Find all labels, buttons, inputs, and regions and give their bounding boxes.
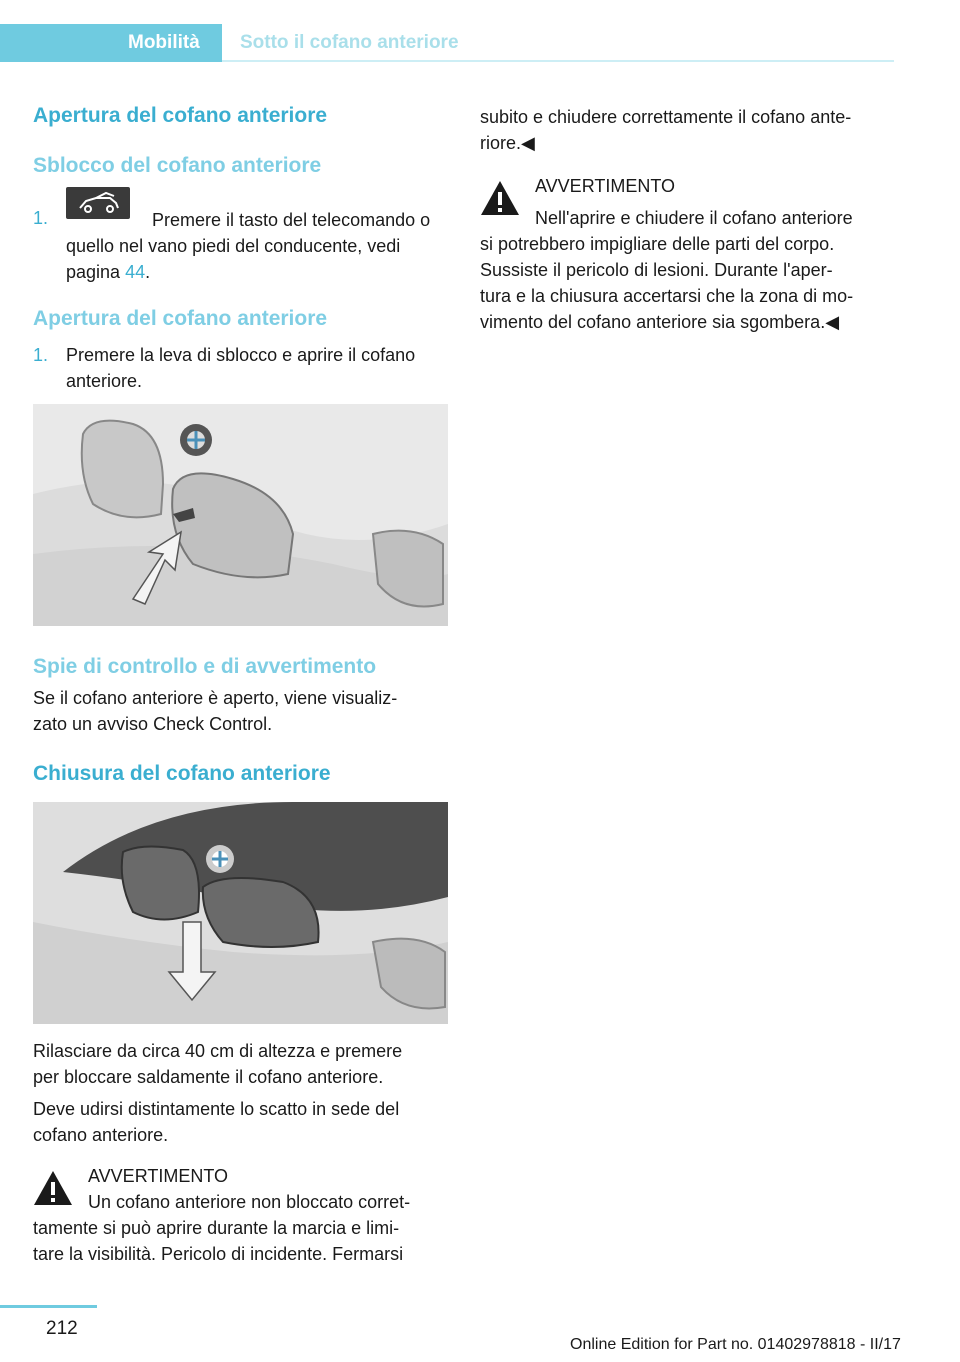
lights-text-line2: zato un avviso Check Control. xyxy=(33,714,273,734)
warning1-line1: Un cofano anteriore non bloccato corret‐ xyxy=(88,1192,411,1212)
car-hood-open-icon xyxy=(66,187,130,219)
lights-text-line1: Se il cofano anteriore è aperto, viene visualiz‐ xyxy=(33,688,398,708)
warning2-line3: Sussiste il pericolo di lesioni. Durante l'aper‐ xyxy=(480,260,833,280)
warning2-line1: Nell'aprire e chiudere il cofano anteriore xyxy=(535,208,853,228)
step2-text-line1: Premere la leva di sblocco e aprire il cofano xyxy=(66,345,416,365)
warning2-line4: tura e la chiusura accertarsi che la zona di mo‐ xyxy=(480,286,854,306)
footer-divider xyxy=(0,1305,97,1308)
page-number: 212 xyxy=(46,1318,78,1339)
warning2-line5: vimento del cofano anteriore sia sgombera.◀ xyxy=(480,312,840,332)
header-divider xyxy=(222,60,894,62)
edition-note: Online Edition for Part no. 01402978818 - II/17 xyxy=(570,1336,901,1353)
step2-text-line2: anteriore. xyxy=(66,371,143,391)
header-subsection-tab: Sotto il cofano anteriore xyxy=(240,32,459,53)
heading-warning-lights: Spie di controllo e di avvertimento xyxy=(33,655,377,678)
heading-open-hood: Apertura del cofano anteriore xyxy=(33,104,328,127)
header-section-tab: Mobilità xyxy=(0,24,222,62)
hood-closing-image xyxy=(33,802,448,1024)
close-text-line4: cofano anteriore. xyxy=(33,1125,169,1145)
hood-release-lever-image xyxy=(33,404,448,626)
warning2-title: AVVERTIMENTO xyxy=(535,176,676,196)
warning-triangle-icon xyxy=(480,180,520,216)
step1-text-line1: Premere il tasto del telecomando o xyxy=(152,210,431,230)
warning1-line3: tare la visibilità. Pericolo di incidente. Fermarsi xyxy=(33,1244,404,1264)
warning-triangle-icon xyxy=(33,1170,73,1206)
right-cont-line2: riore.◀ xyxy=(480,133,535,153)
step-number: 1. xyxy=(33,345,49,365)
warning2-line2: si potrebbero impigliare delle parti del corpo. xyxy=(480,234,835,254)
close-text-line1: Rilasciare da circa 40 cm di altezza e premere xyxy=(33,1041,403,1061)
heading-unlock-hood: Sblocco del cofano anteriore xyxy=(33,154,322,177)
close-text-line2: per bloccare saldamente il cofano anteriore. xyxy=(33,1067,384,1087)
step-number: 1. xyxy=(33,208,49,228)
heading-close-hood: Chiusura del cofano anteriore xyxy=(33,762,331,785)
right-cont-line1: subito e chiudere correttamente il cofano ante‐ xyxy=(480,107,852,127)
warning1-title: AVVERTIMENTO xyxy=(88,1166,229,1186)
step1-text-line2: quello nel vano piedi del conducente, vedi xyxy=(66,236,401,256)
page-link[interactable]: 44 xyxy=(125,262,146,282)
close-text-line3: Deve udirsi distintamente lo scatto in sede del xyxy=(33,1099,400,1119)
step1-text-line3: pagina 44. xyxy=(66,262,151,282)
warning1-line2: tamente si può aprire durante la marcia e limi‐ xyxy=(33,1218,400,1238)
heading-open-hood-2: Apertura del cofano anteriore xyxy=(33,307,328,330)
